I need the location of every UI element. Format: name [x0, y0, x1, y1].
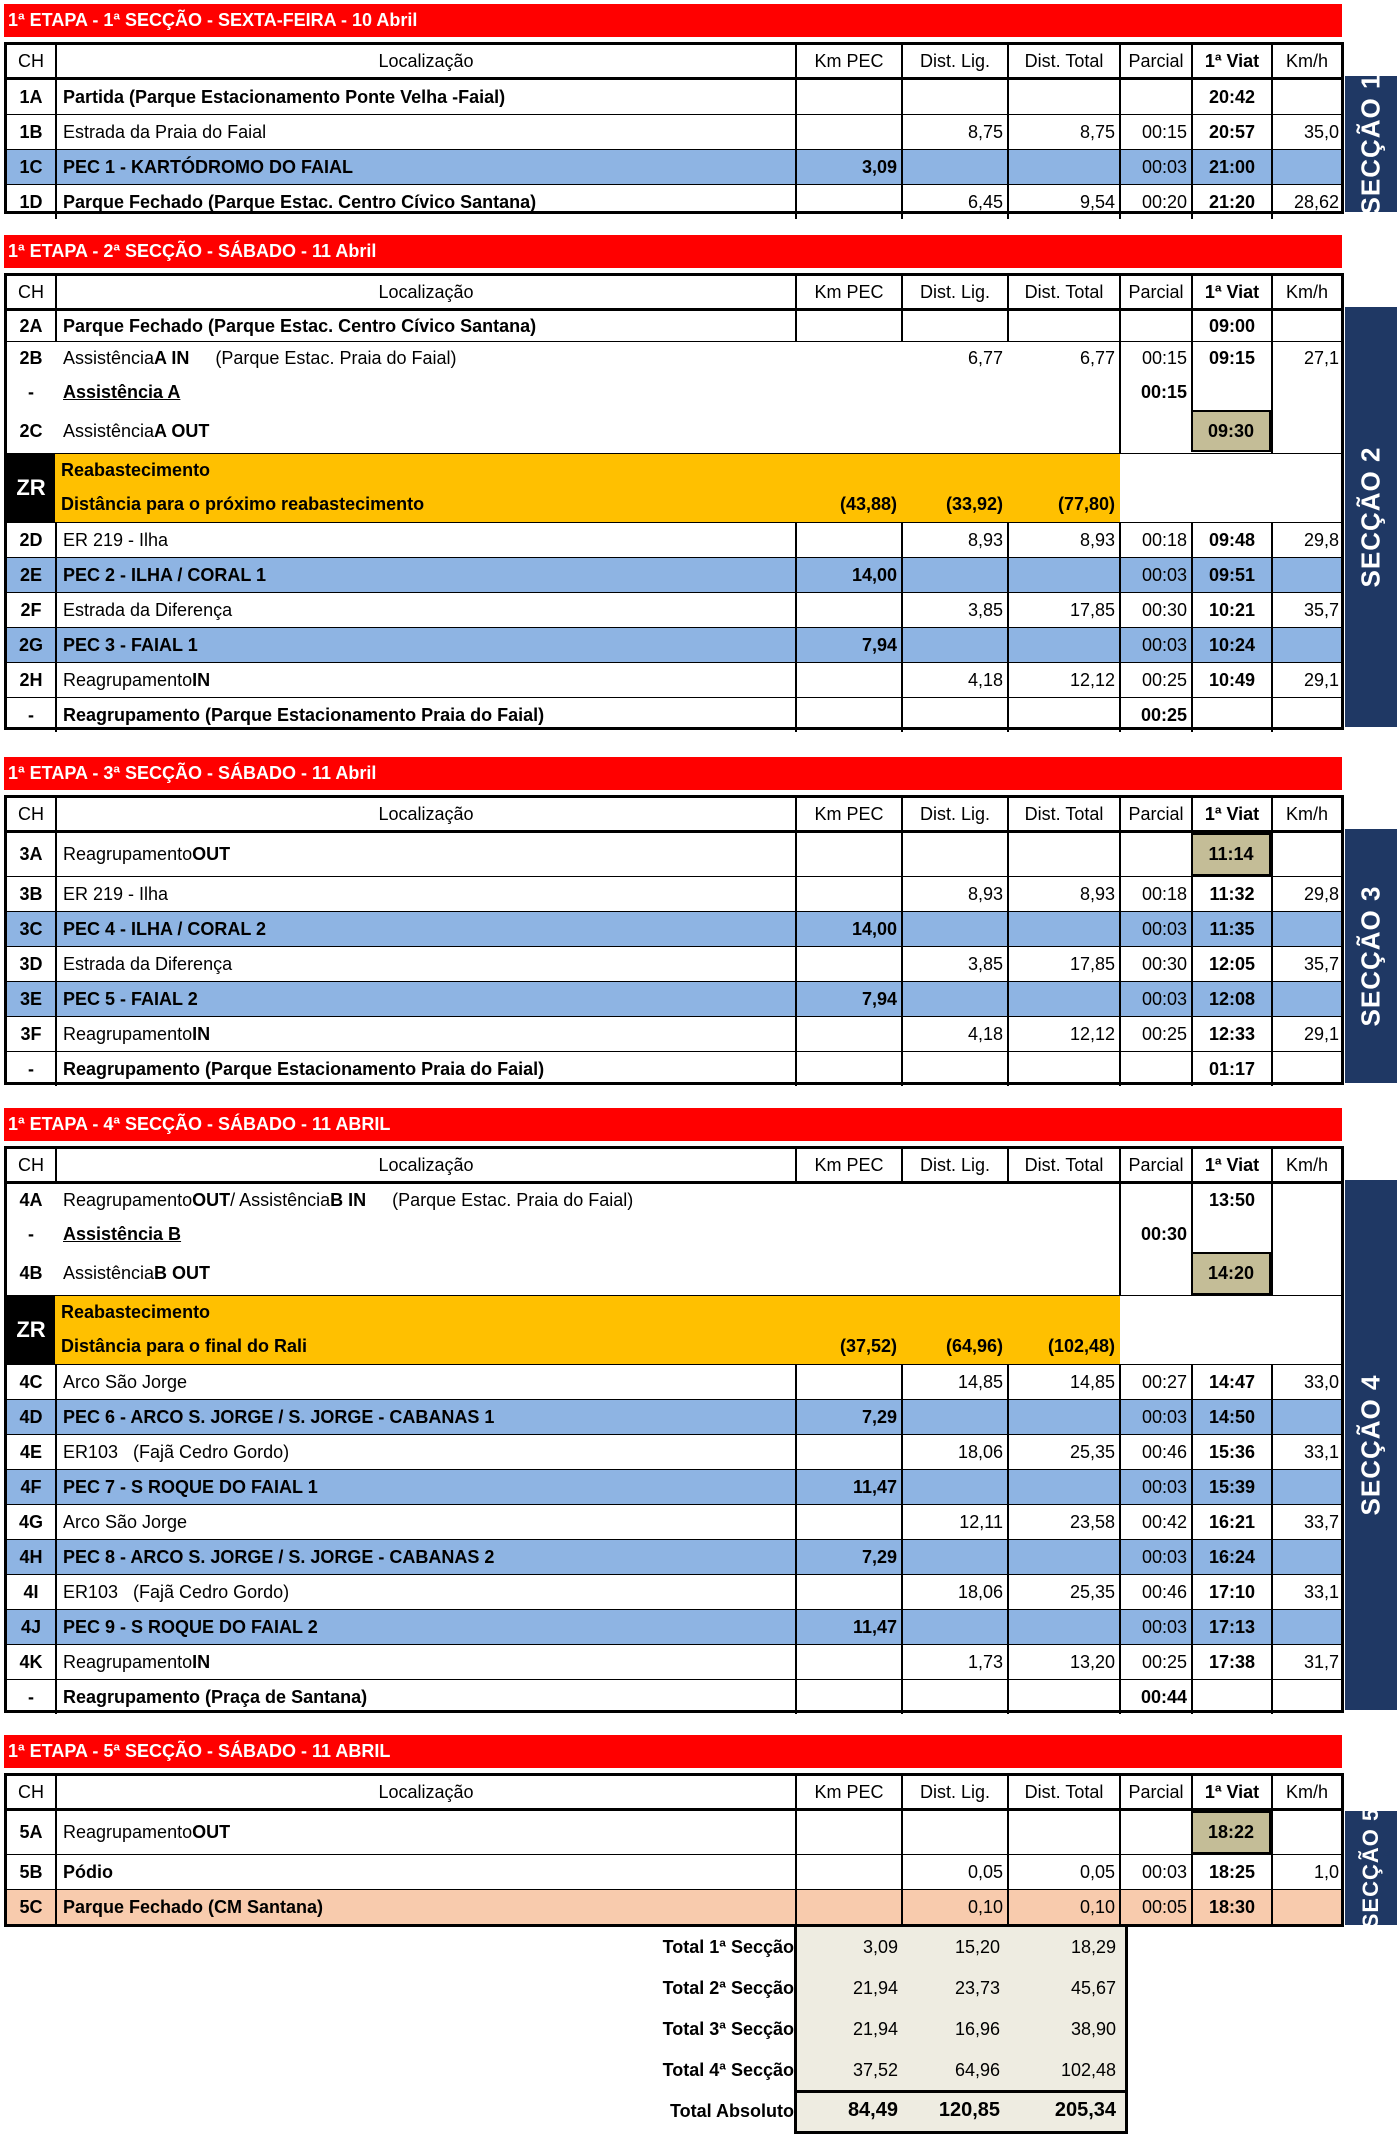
table-header: CH Localização Km PEC Dist. Lig. Dist. Total Parcial 1ª Viat Km/h	[7, 1149, 1341, 1184]
table-row: 2B Assistência A IN (Parque Estac. Praia do Faial) 6,77 6,77 00:15 09:15 27,1	[7, 342, 1341, 374]
table-header: CH Localização Km PEC Dist. Lig. Dist. Total Parcial 1ª Viat Km/h	[7, 276, 1341, 311]
refuel-zone: ZR Reabastecimento Distância para o final do Rali (37,52) (64,96) (102,48)	[7, 1296, 1341, 1365]
section-1	[4, 4, 1400, 214]
table-row-pec: 4H PEC 8 - ARCO S. JORGE / S. JORGE - CABANAS 2 7,29 00:03 16:24	[7, 1540, 1341, 1575]
loc-cell: Parque Fechado (Parque Estac. Centro Cívico Santana)	[55, 185, 795, 219]
section-4	[4, 1108, 1400, 1715]
totals-label: Total 4ª Secção	[662, 2060, 794, 2080]
table-row: 2F Estrada da Diferença 3,85 17,85 00:30 10:21 35,7	[7, 593, 1341, 628]
table-row: 4E ER103 (Fajã Cedro Gordo) 18,06 25,35 00:46 15:36 33,1	[7, 1435, 1341, 1470]
viat-cell: 21:00	[1191, 150, 1271, 184]
loc-cell: Assistência A IN (Parque Estac. Praia do Faial)	[63, 347, 457, 368]
refuel-zone: ZR Reabastecimento Distância para o próximo reabastecimento (43,88) (33,92) (77,80)	[7, 454, 1341, 523]
col-ch: CH	[18, 50, 44, 71]
zr-label: ZR	[7, 1296, 55, 1364]
section-2	[4, 235, 1400, 730]
ch-cell: 1D	[19, 191, 43, 212]
ch-cell: 1B	[19, 121, 43, 142]
table-row	[7, 80, 1341, 115]
table-row-pec: 2E PEC 2 - ILHA / CORAL 1 14,00 00:03 09:51	[7, 558, 1341, 593]
table-row: 2A Parque Fechado (Parque Estac. Centro Cívico Santana) 09:00	[7, 311, 1341, 342]
loc-cell: Estrada da Praia do Faial	[55, 115, 795, 149]
ch-cell: 1A	[19, 86, 43, 107]
table-row: 3B ER 219 - Ilha 8,93 8,93 00:18 11:32 29,8	[7, 877, 1341, 912]
table-row-pec: 4J PEC 9 - S ROQUE DO FAIAL 2 11,47 00:03 17:13	[7, 1610, 1341, 1645]
totals-label: Total 1ª Secção	[662, 1937, 794, 1957]
table-row: - Assistência A 00:15	[7, 374, 1341, 410]
table-row	[7, 185, 1341, 219]
table-row-pec: 3E PEC 5 - FAIAL 2 7,94 00:03 12:08	[7, 982, 1341, 1017]
table-row: 2H Reagrupamento IN 4,18 12,12 00:25 10:49 29,1	[7, 663, 1341, 698]
col-viat: 1ª Viat	[1191, 45, 1271, 77]
ch-cell: 1C	[19, 156, 43, 177]
table-row: - Reagrupamento (Parque Estacionamento Praia do Faial) 00:25	[7, 698, 1341, 732]
table-row-pec: 4D PEC 6 - ARCO S. JORGE / S. JORGE - CABANAS 1 7,29 00:03 14:50	[7, 1400, 1341, 1435]
table-row	[7, 115, 1341, 150]
table-row: 4G Arco São Jorge 12,11 23,58 00:42 16:21 33,7	[7, 1505, 1341, 1540]
table-row: - Reagrupamento (Praça de Santana) 00:44	[7, 1680, 1341, 1714]
table-row: 4C Arco São Jorge 14,85 14,85 00:27 14:47 33,0	[7, 1365, 1341, 1400]
parc-cell: 00:15	[1119, 115, 1191, 149]
table-row: 5B Pódio 0,05 0,05 00:03 18:25 1,0	[7, 1855, 1341, 1890]
col-dtot: Dist. Total	[1007, 45, 1119, 77]
dtot-cell: 9,54	[1007, 185, 1119, 219]
section-4-side-label: SECÇÃO 4	[1345, 1180, 1397, 1710]
section-1-table	[4, 42, 1344, 214]
section-5-title: 1ª ETAPA - 5ª SECÇÃO - SÁBADO - 11 ABRIL	[4, 1735, 1342, 1768]
section-1-side-label: SECÇÃO 1	[1345, 76, 1397, 212]
table-row: 3A Reagrupamento OUT 11:14	[7, 833, 1341, 877]
parc-cell: 00:03	[1119, 150, 1191, 184]
table-row-pec: 2G PEC 3 - FAIAL 1 7,94 00:03 10:24	[7, 628, 1341, 663]
dlig-cell: 8,75	[901, 115, 1007, 149]
viat-cell: 21:20	[1191, 185, 1271, 219]
table-row: 5A Reagrupamento OUT 18:22	[7, 1811, 1341, 1855]
section-3-table	[4, 795, 1344, 1085]
section-2-side-label: SECÇÃO 2	[1345, 307, 1397, 727]
col-dlig: Dist. Lig.	[901, 45, 1007, 77]
section-1-title: 1ª ETAPA - 1ª SECÇÃO - SEXTA-FEIRA - 10 Abril	[4, 4, 1342, 37]
dlig-cell: 6,45	[901, 185, 1007, 219]
table-row: 4A Reagrupamento OUT / Assistência B IN (Parque Estac. Praia do Faial) 13:50	[7, 1184, 1341, 1216]
totals-table: Total 1ª Secção 3,09 15,20 18,29 Total 2ª Secção 21,94 23,73 45,67 Total 3ª Secção 21,94 16,96 38,90 Total 4ª Secção 37,52 64,96 102,48 Total Absoluto 84,49 120,85 205,34	[4, 1927, 1124, 2133]
kmh-cell: 35,0	[1271, 115, 1341, 149]
time-box: 18:22	[1191, 1811, 1271, 1854]
section-2-title: 1ª ETAPA - 2ª SECÇÃO - SÁBADO - 11 Abril	[4, 235, 1342, 268]
section-5-table	[4, 1773, 1344, 1927]
col-kmpec: Km PEC	[795, 45, 901, 77]
kmpec-cell: 3,09	[795, 150, 901, 184]
kmh-cell: 28,62	[1271, 185, 1341, 219]
section-2-table	[4, 273, 1344, 730]
table-row-pec: 4F PEC 7 - S ROQUE DO FAIAL 1 11,47 00:03 15:39	[7, 1470, 1341, 1505]
table-row: - Reagrupamento (Parque Estacionamento Praia do Faial) 01:17	[7, 1052, 1341, 1086]
col-parc: Parcial	[1119, 45, 1191, 77]
col-kmh: Km/h	[1271, 45, 1341, 77]
zr-label: ZR	[7, 454, 55, 522]
table-row-pec	[7, 150, 1341, 185]
section-3-title: 1ª ETAPA - 3ª SECÇÃO - SÁBADO - 11 Abril	[4, 757, 1342, 790]
time-box: 09:30	[1191, 410, 1271, 452]
section-4-table	[4, 1146, 1344, 1713]
table-row: 3F Reagrupamento IN 4,18 12,12 00:25 12:33 29,1	[7, 1017, 1341, 1052]
table-row-pec: 3C PEC 4 - ILHA / CORAL 2 14,00 00:03 11:35	[7, 912, 1341, 947]
totals-label: Total 3ª Secção	[662, 2019, 794, 2039]
table-row-final: 5C Parque Fechado (CM Santana) 0,10 0,10 00:05 18:30	[7, 1890, 1341, 1924]
loc-cell: Partida (Parque Estacionamento Ponte Velha -Faial)	[55, 80, 795, 114]
table-header	[7, 45, 1341, 80]
time-box: 11:14	[1191, 833, 1271, 876]
section-4-title: 1ª ETAPA - 4ª SECÇÃO - SÁBADO - 11 ABRIL	[4, 1108, 1342, 1141]
section-5-side-label: SECÇÃO 5	[1345, 1811, 1397, 1925]
section-3-side-label: SECÇÃO 3	[1345, 829, 1397, 1083]
dtot-cell: 8,75	[1007, 115, 1119, 149]
table-row: 2D ER 219 - Ilha 8,93 8,93 00:18 09:48 29,8	[7, 523, 1341, 558]
time-box: 14:20	[1191, 1252, 1271, 1295]
table-header: CH Localização Km PEC Dist. Lig. Dist. Total Parcial 1ª Viat Km/h	[7, 798, 1341, 833]
table-header: CH Localização Km PEC Dist. Lig. Dist. Total Parcial 1ª Viat Km/h	[7, 1776, 1341, 1811]
totals-label-absolute: Total Absoluto	[670, 2101, 794, 2121]
viat-cell: 20:57	[1191, 115, 1271, 149]
table-row: 4B Assistência B OUT 14:20	[7, 1252, 1341, 1296]
section-3	[4, 757, 1400, 1089]
table-row: - Assistência B 00:30	[7, 1216, 1341, 1252]
table-row: 4I ER103 (Fajã Cedro Gordo) 18,06 25,35 00:46 17:10 33,1	[7, 1575, 1341, 1610]
table-row: 2C Assistência A OUT 09:30	[7, 410, 1341, 454]
totals-label: Total 2ª Secção	[662, 1978, 794, 1998]
section-5	[4, 1735, 1400, 2135]
loc-cell: PEC 1 - KARTÓDROMO DO FAIAL	[55, 150, 795, 184]
viat-cell: 20:42	[1191, 80, 1271, 114]
col-loc: Localização	[55, 45, 795, 77]
table-row: 3D Estrada da Diferença 3,85 17,85 00:30 12:05 35,7	[7, 947, 1341, 982]
parc-cell: 00:20	[1119, 185, 1191, 219]
table-row: 4K Reagrupamento IN 1,73 13,20 00:25 17:38 31,7	[7, 1645, 1341, 1680]
